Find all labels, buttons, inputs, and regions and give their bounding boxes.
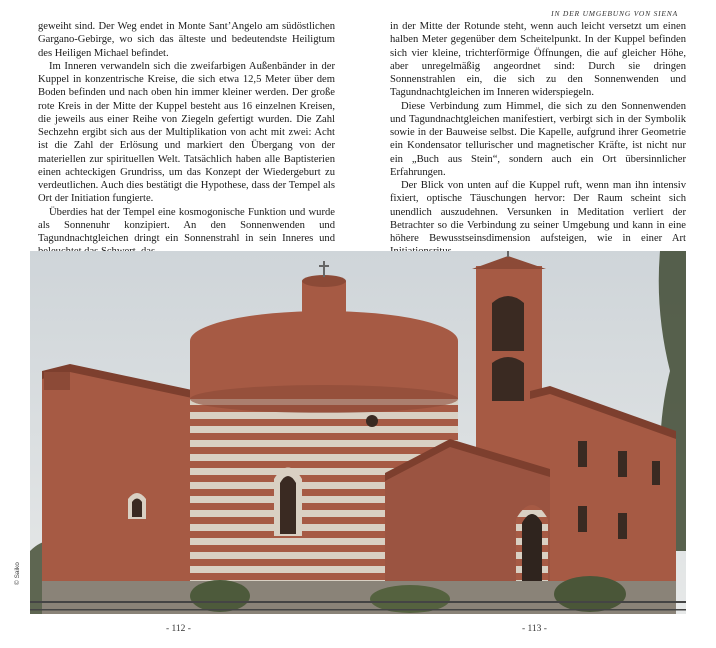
left-text-column xyxy=(38,20,335,259)
paragraph: Der Blick von unten auf die Kuppel ruft, wenn man ihn intensiv fixiert, optische Täuschungen hervor: Der Raum scheint sich unendlich auszudehnen. Versunken in Meditation verliert der Betrachter so die Verbindung zu seiner Umgebung und kann in eine höhere Bewusstseinsdimension aufsteigen, wie in einer Art xyxy=(390,180,686,244)
paragraph: in der Mitte der Rotunde steht, wenn auch leicht versetzt um einen halben Meter gegenüber dem Scheitelpunkt. In der Kuppel befinden sich vier kleine, trichterförmige Öffnungen, die auf gleicher Höhe, aber unregelmäßig angeordnet sind: Durch sie dringen Sonnenstrahlen ein, die sich zu den Sonnenwenden und Tagundnachtgleichen im Inneren widerspiegeln. xyxy=(390,21,686,99)
page-number-right: - 113 - xyxy=(522,624,547,634)
paragraph: Überdies hat der Tempel eine kosmogonische Funktion und wurde als Sonnenuhr konzipiert. An den Sonnenwenden und Tagundnachtgleichen dringt ein Sonnenstrahl in sein Inneres und xyxy=(38,206,335,244)
chapel-illustration xyxy=(30,251,686,614)
paragraph: geweiht sind. Der Weg endet in Monte Sant’Angelo am südöstlichen Gargano-Gebirge, wo sich das älteste und bedeutendste Heiligtum des Heiligen Michael befindet. xyxy=(38,21,335,59)
chapel-photo xyxy=(30,251,686,614)
page-number-left: - 112 - xyxy=(166,624,191,634)
right-text-column xyxy=(390,20,686,259)
photo-credit: © Saiko xyxy=(14,562,21,585)
running-head: IN DER UMGEBUNG VON SIENA xyxy=(551,9,678,18)
paragraph: Diese Verbindung zum Himmel, die sich zu den Sonnenwenden und Tagundnachtgleichen manifestiert, verbirgt sich in der Symbolik sowie in der Bauweise selbst. Die Kapelle, aufgrund ihrer Geometrie ein Kondensator tellurischer und magnetischer Kräfte, ist nicht nur ein „Buch aus Stein“, sondern auch ein Ort übersinnlicher Erfahrungen. xyxy=(390,100,686,178)
paragraph: Im Inneren verwandeln sich die zweifarbigen Außenbänder in der Kuppel in konzentrische Kreise, die sich etwa 12,5 Meter über dem Boden befinden und nach oben hin immer kleiner werden. Der große rote Kreis in der Mitte der Kuppel besteht aus 16 einzelnen Kreisen, die jeweils aus einer Reihe von Ziegeln gefertigt wurden. Die Zahl Sechzehn ergibt sich aus der Multiplikation von acht mit zwei: Acht ist die Zahl der Erlösung und markiert den Übergang von der materiellen zur spirituellen Welt. Tatsächlich haben alle Baptisterien einen achteckigen Grundriss, um das Konzept der Wiedergeburt zu verdeutlichen. Auch dies bestätigt die Hypothese, dass der Tempel als Ort der Initiation fungierte. xyxy=(38,60,335,205)
